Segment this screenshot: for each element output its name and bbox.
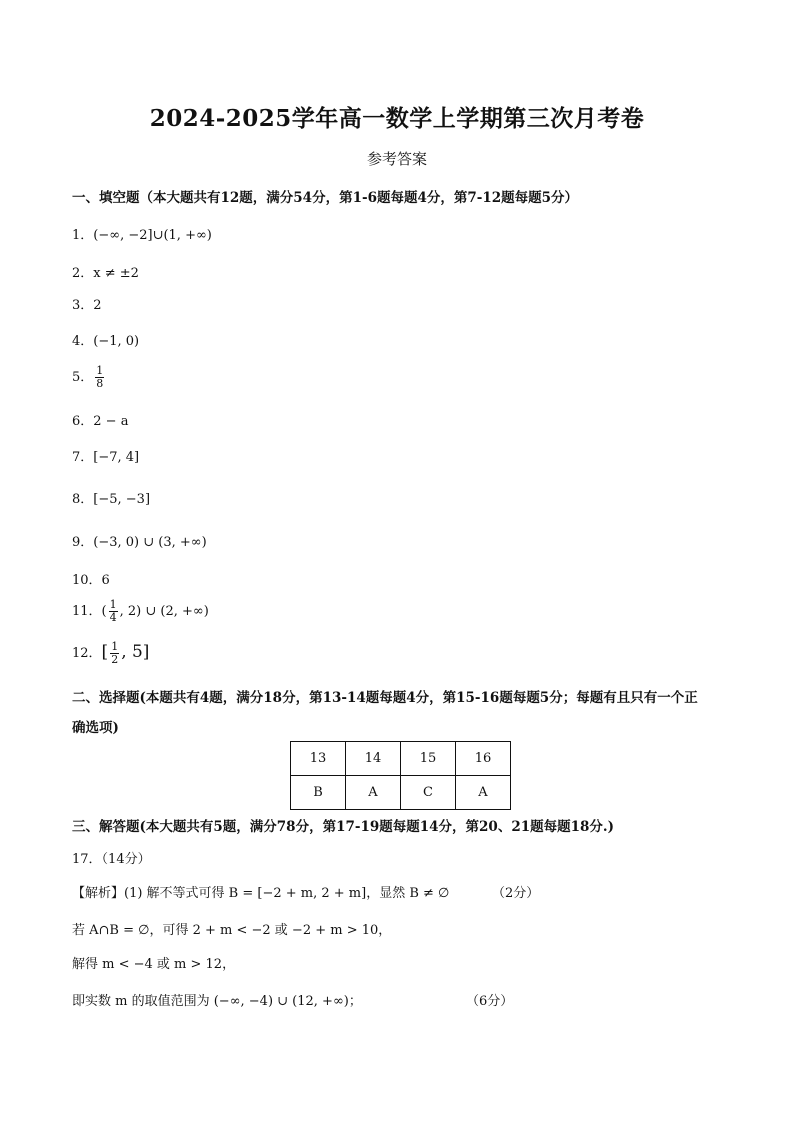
fraction: $\frac{1}{8}$ [96,364,104,390]
table-cell: 13 [291,742,346,776]
table-row [291,776,511,810]
solution-line-1: 【解析】(1) 解不等式可得 B = [−2 + m, 2 + m]，显然 B ≠ ∅ [72,886,450,901]
page-title: 2024-2025学年高一数学上学期第三次月考卷 [149,105,645,132]
section-1-heading: 一、填空题（本大题共有12题，满分54分，第1-6题每题4分，第7-12题每题5分） [72,190,579,206]
answer-12: 12．[ $\frac{1}{2}$ , 5] [72,640,150,666]
section-3-heading: 三、解答题(本大题共有5题，满分78分，第17-19题每题14分，第20、21题每题18分.) [72,819,614,835]
table-cell: 15 [401,742,456,776]
table-cell: A [346,776,401,810]
solution-score-1: （2分） [492,886,540,901]
solution-line-3: 解得 m < −4 或 m > 12， [72,957,236,972]
solution-line-2: 若 A∩B = ∅，可得 2 + m < −2 或 −2 + m > 10， [72,923,392,938]
section-2-heading-line-2: 确选项) [72,720,119,736]
solution-line-4: 即实数 m 的取值范围为 (−∞, −4) ∪ (12, +∞)； [72,994,362,1009]
table-cell: A [456,776,511,810]
answer-11: 11．( $\frac{1}{4}$ , 2) ∪ (2, +∞) [72,598,209,624]
answer-7: 7．[−7, 4] [72,450,140,465]
choice-answer-table [290,741,511,810]
answer-10: 10．6 [72,573,110,588]
answer-8: 8．[−5, −3] [72,492,151,507]
table-cell: C [401,776,456,810]
question-17-label: 17．（14分） [72,852,151,867]
answer-9: 9．(−3, 0) ∪ (3, +∞) [72,535,207,550]
answer-2: 2．x ≠ ±2 [72,266,139,281]
table-cell: 14 [346,742,401,776]
table-cell: 16 [456,742,511,776]
section-2-heading-line-1: 二、选择题(本题共有4题，满分18分，第13-14题每题4分，第15-16题每题5分；每题有且只有一个正 [72,690,698,706]
answer-6: 6．2 − a [72,414,129,429]
answer-4: 4．(−1, 0) [72,334,140,349]
fraction: $\frac{1}{2}$ [111,640,119,666]
answer-1: 1．(−∞, −2]∪(1, +∞) [72,228,212,243]
table-cell: B [291,776,346,810]
answer-5: 5． $\frac{1}{8}$ [72,364,104,390]
solution-score-4: （6分） [466,994,514,1009]
table-header-row [291,742,511,776]
answer-3: 3．2 [72,298,102,313]
page-subtitle: 参考答案 [366,150,427,168]
fraction: $\frac{1}{4}$ [109,598,117,624]
